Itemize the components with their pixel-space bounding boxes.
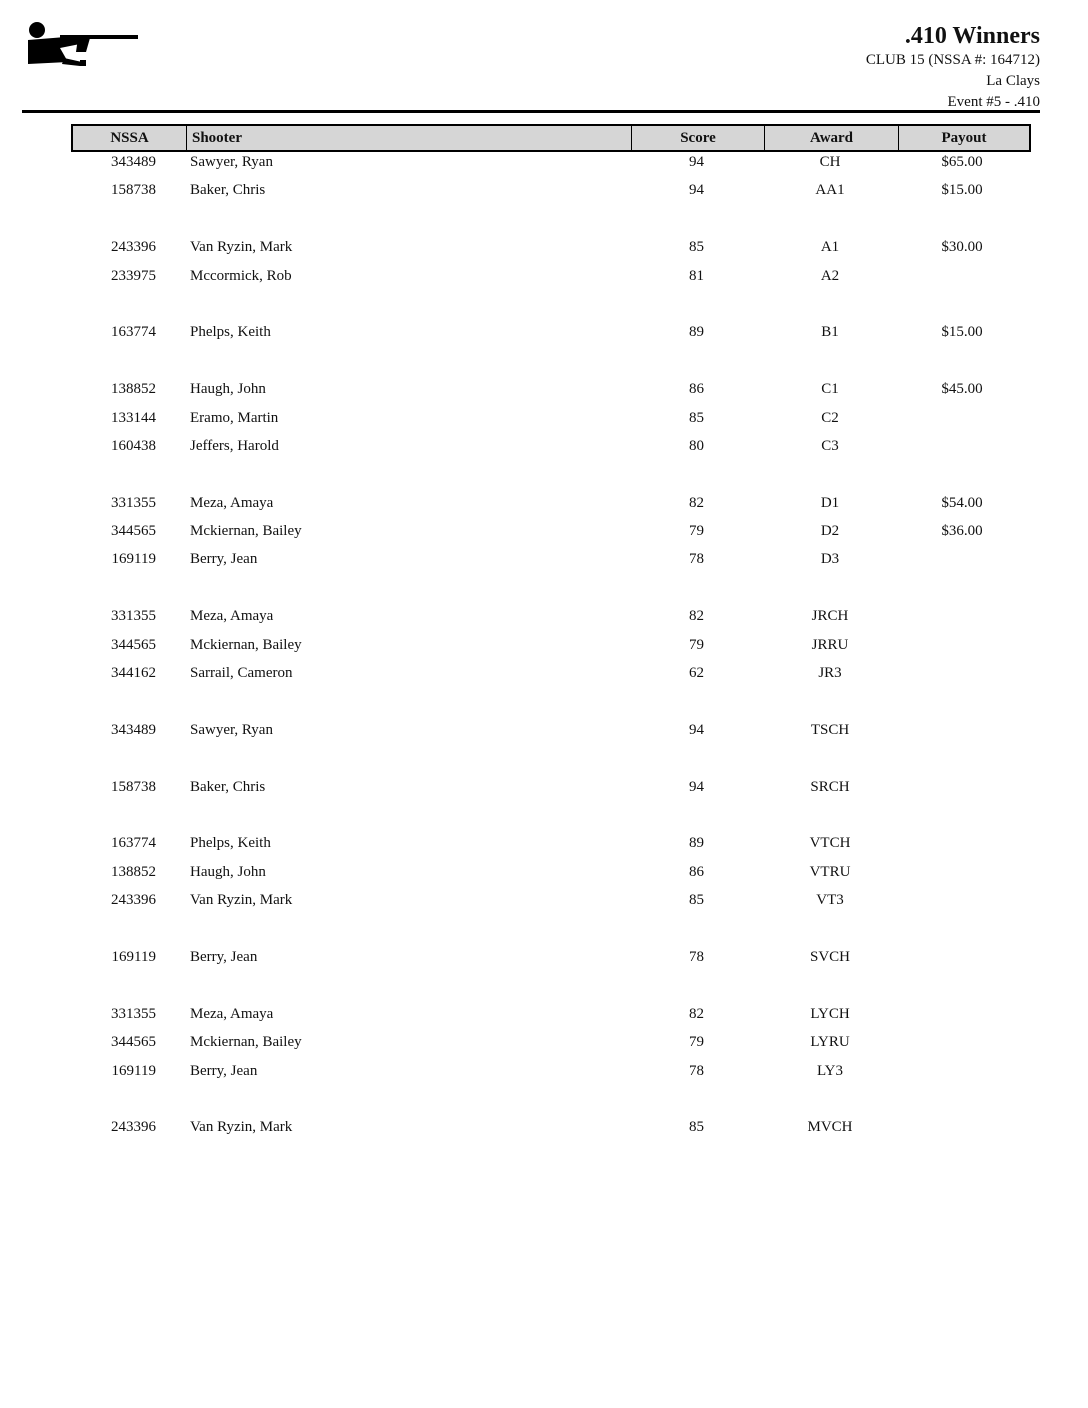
payout-cell: $45.00 bbox=[941, 381, 983, 398]
award-cell: C3 bbox=[821, 437, 839, 454]
shooter-cell: Berry, Jean bbox=[190, 948, 258, 965]
award-cell: MVCH bbox=[807, 1119, 853, 1136]
table-row bbox=[71, 1032, 1031, 1060]
table-row bbox=[71, 436, 1031, 464]
nssa-cell: 233975 bbox=[111, 267, 156, 284]
payout-cell bbox=[897, 947, 1027, 975]
table-row bbox=[71, 947, 1031, 975]
table-row bbox=[71, 1117, 1031, 1145]
nssa-cell: 243396 bbox=[111, 239, 156, 256]
award-cell: LYRU bbox=[810, 1034, 850, 1051]
table-row bbox=[71, 720, 1031, 748]
table-row bbox=[71, 493, 1031, 521]
report-title: .410 Winners bbox=[904, 23, 1040, 49]
award-cell: LYCH bbox=[810, 1005, 850, 1022]
award-cell: JRRU bbox=[811, 636, 849, 653]
shooter-rifle-icon bbox=[20, 18, 140, 70]
payout-cell bbox=[897, 266, 1027, 294]
nssa-cell: 133144 bbox=[111, 409, 156, 426]
event-name: Event #5 - .410 bbox=[947, 94, 1040, 110]
nssa-cell: 343489 bbox=[111, 721, 156, 738]
score-cell: 79 bbox=[689, 523, 704, 540]
score-cell: 85 bbox=[689, 892, 704, 909]
shooter-cell: Berry, Jean bbox=[190, 1062, 258, 1079]
table-row bbox=[71, 862, 1031, 890]
payout-cell bbox=[897, 635, 1027, 663]
table-row bbox=[71, 180, 1031, 208]
table-row bbox=[71, 152, 1031, 180]
payout-cell bbox=[897, 408, 1027, 436]
score-cell: 94 bbox=[689, 778, 704, 795]
table-row bbox=[71, 408, 1031, 436]
score-cell: 86 bbox=[689, 381, 704, 398]
award-cell: D1 bbox=[820, 494, 840, 511]
column-header-nssa: NSSA bbox=[73, 126, 187, 150]
club-name: CLUB 15 (NSSA #: 164712) bbox=[865, 52, 1040, 68]
column-header-award: Award bbox=[765, 126, 899, 150]
shooter-cell: Baker, Chris bbox=[190, 778, 266, 795]
payout-cell: $30.00 bbox=[941, 239, 983, 256]
score-cell: 94 bbox=[689, 721, 704, 738]
nssa-cell: 344565 bbox=[111, 523, 156, 540]
shooter-cell: Jeffers, Harold bbox=[190, 437, 279, 454]
award-cell: AA1 bbox=[815, 182, 845, 199]
payout-cell bbox=[897, 1061, 1027, 1089]
award-cell: B1 bbox=[821, 324, 839, 341]
shooter-cell: Mckiernan, Bailey bbox=[190, 523, 302, 540]
shooter-cell: Van Ryzin, Mark bbox=[190, 1119, 293, 1136]
award-cell: A1 bbox=[820, 239, 840, 256]
table-row bbox=[71, 890, 1031, 918]
nssa-cell: 138852 bbox=[111, 381, 156, 398]
shooter-cell: Mccormick, Rob bbox=[190, 267, 292, 284]
payout-cell bbox=[897, 777, 1027, 805]
score-cell: 79 bbox=[689, 1034, 704, 1051]
payout-cell bbox=[897, 720, 1027, 748]
nssa-cell: 243396 bbox=[111, 1119, 156, 1136]
payout-cell: $36.00 bbox=[941, 523, 983, 540]
table-row bbox=[71, 266, 1031, 294]
nssa-cell: 169119 bbox=[111, 551, 156, 568]
table-row bbox=[71, 833, 1031, 861]
shooter-cell: Haugh, John bbox=[190, 381, 266, 398]
payout-cell: $65.00 bbox=[941, 154, 983, 170]
score-cell: 89 bbox=[689, 324, 704, 341]
column-header-payout: Payout bbox=[941, 130, 987, 146]
table-row bbox=[71, 663, 1031, 691]
nssa-cell: 160438 bbox=[111, 437, 156, 454]
payout-cell bbox=[897, 549, 1027, 577]
column-header-score: Score bbox=[632, 126, 765, 150]
nssa-cell: 138852 bbox=[111, 863, 156, 880]
score-cell: 78 bbox=[689, 948, 704, 965]
shooter-cell: Mckiernan, Bailey bbox=[190, 1034, 302, 1051]
award-cell: D2 bbox=[820, 523, 840, 540]
award-cell: CH bbox=[819, 154, 841, 170]
award-cell: TSCH bbox=[810, 721, 850, 738]
table-row bbox=[71, 606, 1031, 634]
report-header bbox=[866, 22, 1040, 113]
winners-table-body bbox=[71, 152, 1031, 1146]
nssa-cell: 163774 bbox=[111, 324, 156, 341]
shooter-cell: Meza, Amaya bbox=[190, 608, 274, 625]
nssa-cell: 158738 bbox=[111, 778, 156, 795]
payout-cell bbox=[897, 1032, 1027, 1060]
score-cell: 94 bbox=[689, 154, 704, 170]
table-row bbox=[71, 549, 1031, 577]
shooter-cell: Sarrail, Cameron bbox=[190, 665, 293, 682]
score-cell: 94 bbox=[689, 182, 704, 199]
score-cell: 81 bbox=[689, 267, 704, 284]
nssa-cell: 169119 bbox=[111, 1062, 156, 1079]
shooter-cell: Meza, Amaya bbox=[190, 1005, 274, 1022]
location: La Clays bbox=[986, 73, 1040, 89]
award-cell: VTCH bbox=[809, 835, 851, 852]
award-cell: VTRU bbox=[809, 863, 851, 880]
shooter-cell: Baker, Chris bbox=[190, 182, 266, 199]
award-cell: JR3 bbox=[818, 665, 842, 682]
award-cell: JRCH bbox=[811, 608, 849, 625]
payout-cell: $15.00 bbox=[941, 182, 983, 199]
table-row bbox=[71, 237, 1031, 265]
table-row bbox=[71, 635, 1031, 663]
table-row bbox=[71, 1004, 1031, 1032]
payout-cell bbox=[897, 436, 1027, 464]
score-cell: 78 bbox=[689, 551, 704, 568]
nssa-cell: 158738 bbox=[111, 182, 156, 199]
table-row bbox=[71, 1061, 1031, 1089]
score-cell: 82 bbox=[689, 1005, 704, 1022]
award-cell: VT3 bbox=[816, 892, 844, 909]
nssa-cell: 163774 bbox=[111, 835, 156, 852]
shooter-cell: Haugh, John bbox=[190, 863, 266, 880]
payout-cell bbox=[897, 890, 1027, 918]
score-cell: 78 bbox=[689, 1062, 704, 1079]
table-row bbox=[71, 379, 1031, 407]
award-cell: LY3 bbox=[817, 1062, 843, 1079]
award-cell: SVCH bbox=[809, 948, 850, 965]
shooter-cell: Sawyer, Ryan bbox=[190, 154, 273, 170]
shooter-cell: Van Ryzin, Mark bbox=[190, 892, 293, 909]
nssa-cell: 331355 bbox=[111, 494, 156, 511]
payout-cell bbox=[897, 833, 1027, 861]
nssa-cell: 331355 bbox=[111, 608, 156, 625]
table-row bbox=[71, 521, 1031, 549]
payout-cell: $54.00 bbox=[941, 494, 983, 511]
shooter-cell: Eramo, Martin bbox=[190, 409, 279, 426]
payout-cell bbox=[897, 1004, 1027, 1032]
score-cell: 62 bbox=[689, 665, 704, 682]
shooter-cell: Mckiernan, Bailey bbox=[190, 636, 302, 653]
payout-cell bbox=[897, 606, 1027, 634]
shooter-cell: Van Ryzin, Mark bbox=[190, 239, 293, 256]
shooter-cell: Meza, Amaya bbox=[190, 494, 274, 511]
shooter-cell: Sawyer, Ryan bbox=[190, 721, 273, 738]
table-row bbox=[71, 322, 1031, 350]
score-cell: 79 bbox=[689, 636, 704, 653]
award-cell: SRCH bbox=[810, 778, 850, 795]
shooter-cell: Phelps, Keith bbox=[190, 324, 271, 341]
payout-cell bbox=[897, 862, 1027, 890]
score-cell: 82 bbox=[689, 494, 704, 511]
payout-cell bbox=[897, 1117, 1027, 1145]
payout-cell bbox=[897, 663, 1027, 691]
nssa-cell: 343489 bbox=[111, 154, 156, 170]
score-cell: 82 bbox=[689, 608, 704, 625]
award-cell: C1 bbox=[821, 381, 839, 398]
nssa-cell: 331355 bbox=[111, 1005, 156, 1022]
header-divider bbox=[22, 110, 1040, 113]
award-cell: C2 bbox=[821, 409, 839, 426]
table-row bbox=[71, 777, 1031, 805]
score-cell: 86 bbox=[689, 863, 704, 880]
score-cell: 85 bbox=[689, 1119, 704, 1136]
nssa-cell: 344565 bbox=[111, 636, 156, 653]
award-cell: D3 bbox=[820, 551, 840, 568]
shooter-cell: Berry, Jean bbox=[190, 551, 258, 568]
nssa-cell: 169119 bbox=[111, 948, 156, 965]
column-header-shooter: Shooter bbox=[187, 126, 632, 150]
score-cell: 85 bbox=[689, 239, 704, 256]
payout-cell: $15.00 bbox=[941, 324, 983, 341]
shooter-cell: Phelps, Keith bbox=[190, 835, 271, 852]
score-cell: 80 bbox=[689, 437, 704, 454]
nssa-cell: 344565 bbox=[111, 1034, 156, 1051]
table-header bbox=[71, 124, 1031, 152]
nssa-cell: 344162 bbox=[111, 665, 156, 682]
score-cell: 89 bbox=[689, 835, 704, 852]
score-cell: 85 bbox=[689, 409, 704, 426]
nssa-cell: 243396 bbox=[111, 892, 156, 909]
award-cell: A2 bbox=[820, 267, 840, 284]
